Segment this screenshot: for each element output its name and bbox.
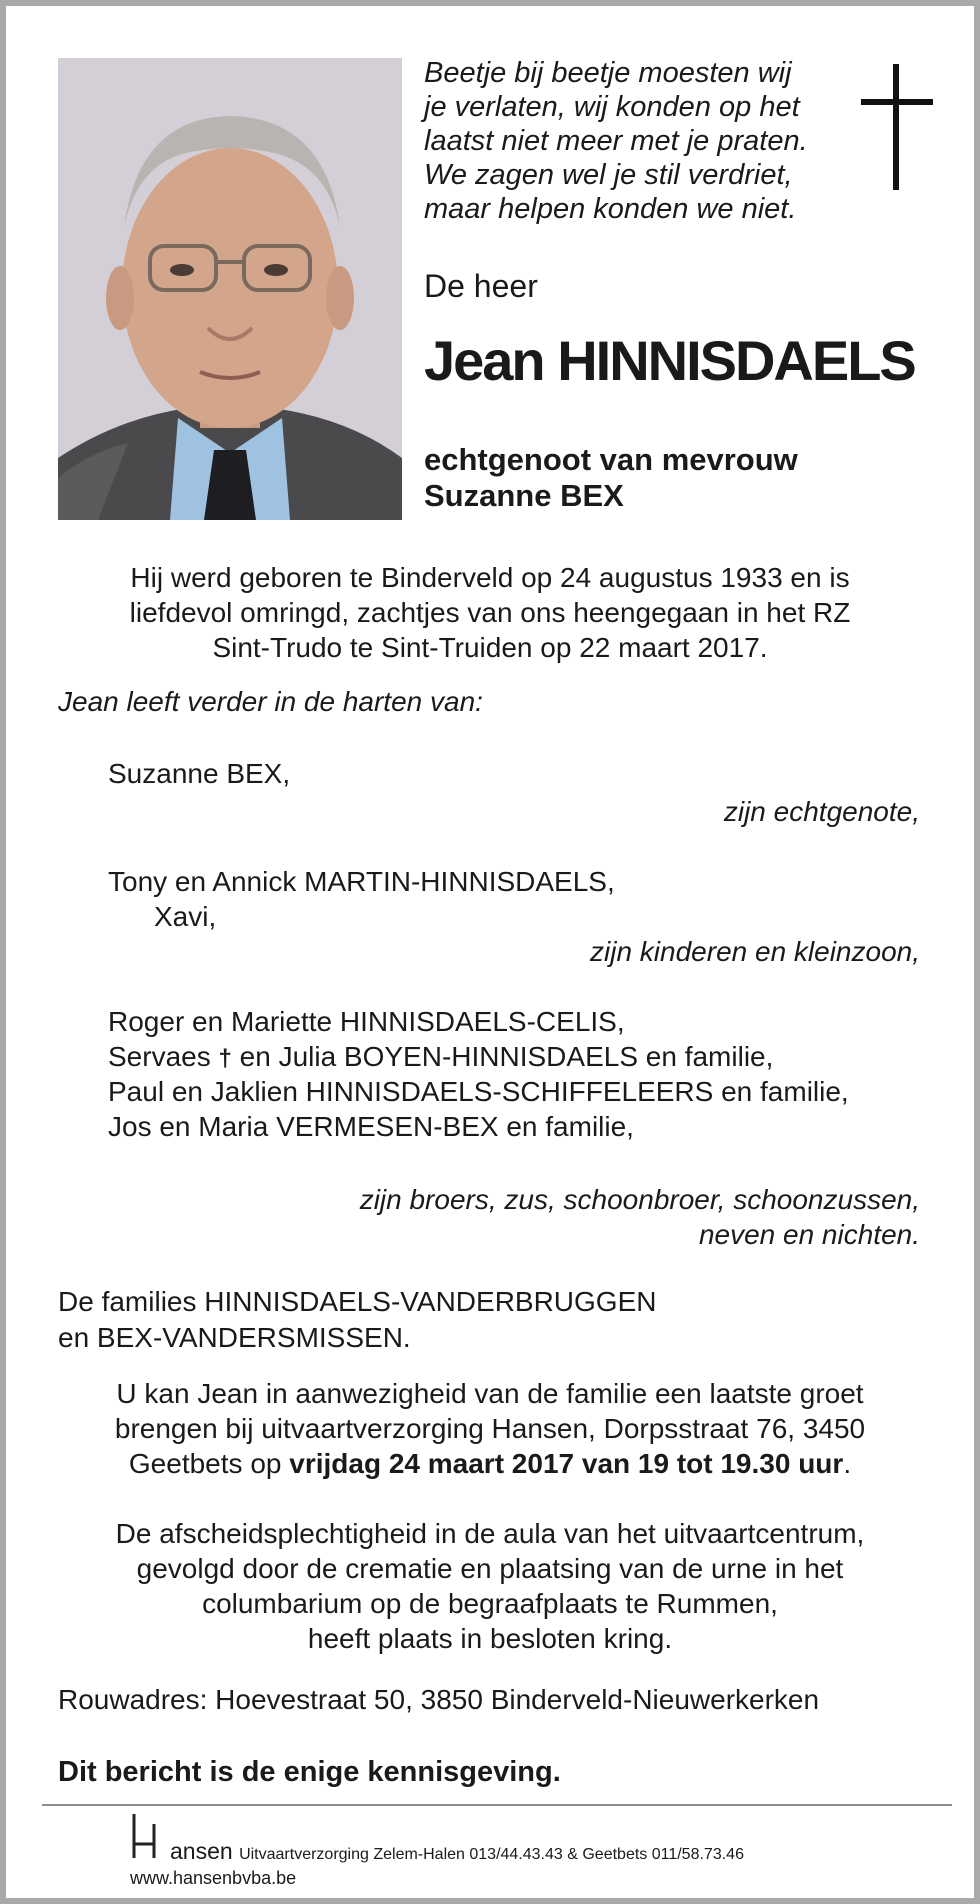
portrait-photo (58, 58, 402, 520)
website-link[interactable]: www.hansenbvba.be (130, 1868, 297, 1888)
undertaker-brand: ansen (170, 1838, 233, 1864)
family-relation: zijn echtgenote, (723, 796, 920, 827)
family-member: Jos en Maria VERMESEN-BEX en familie, (108, 1111, 634, 1142)
family-relation: zijn kinderen en kleinzoon, (590, 936, 920, 967)
undertaker-info (170, 1838, 744, 1865)
family-relation: zijn broers, zus, schoonbroer, schoonzussen, (359, 1184, 920, 1215)
sole-notice: Dit bericht is de enige kennisgeving. (58, 1756, 561, 1788)
footer-divider (42, 1804, 952, 1806)
family-member: Suzanne BEX, (108, 758, 291, 789)
family-member: Roger en Mariette HINNISDAELS-CELIS, (108, 1006, 625, 1037)
spouse-line: echtgenoot van mevrouw (424, 442, 798, 477)
deceased-cross-icon: † (218, 1045, 232, 1072)
ceremony-paragraph (46, 1516, 934, 1656)
birth-death-paragraph (46, 560, 934, 665)
poem-line: je verlaten, wij konden op het (424, 91, 800, 123)
member-name: en Julia BOYEN-HINNISDAELS en familie, (239, 1041, 774, 1072)
family-member: Xavi, (154, 901, 217, 932)
undertaker-services: Uitvaartverzorging Zelem-Halen 013/44.43.43 & Geetbets 011/58.73.46 (239, 1846, 744, 1863)
visitation-date: vrijdag 24 maart 2017 van 19 tot 19.30 uur (289, 1448, 844, 1479)
text-line: De families HINNISDAELS-VANDERBRUGGEN (58, 1286, 657, 1317)
family-member (108, 1039, 773, 1076)
poem-line: laatst niet meer met je praten. (424, 125, 808, 157)
poem-line: We zagen wel je stil verdriet, (424, 159, 793, 191)
text-line: columbarium op de begraafplaats te Rummen, (202, 1588, 778, 1619)
text-line (46, 1446, 934, 1481)
text-line: heeft plaats in besloten kring. (307, 1623, 673, 1654)
family-member: Tony en Annick MARTIN-HINNISDAELS, (108, 866, 615, 897)
family-member: Paul en Jaklien HINNISDAELS-SCHIFFELEERS en familie, (108, 1076, 849, 1107)
member-name: Servaes (108, 1041, 211, 1072)
salutation: De heer (424, 268, 538, 304)
mourning-address: Rouwadres: Hoevestraat 50, 3850 Binderveld-Nieuwerkerken (58, 1684, 820, 1715)
poem (424, 56, 864, 226)
family-relation: neven en nichten. (698, 1219, 920, 1250)
text-line: liefdevol omringd, zachtjes van ons heengegaan in het RZ (129, 597, 851, 628)
text-line: brengen bij uitvaartverzorging Hansen, Dorpsstraat 76, 3450 (114, 1413, 866, 1444)
hansen-logo-icon (126, 1814, 166, 1858)
text-line: en BEX-VANDERSMISSEN. (58, 1322, 411, 1353)
portrait-illustration (58, 58, 402, 520)
obituary-card (6, 6, 974, 1898)
text-line: De afscheidsplechtigheid in de aula van het uitvaartcentrum, (115, 1518, 865, 1549)
text-line: U kan Jean in aanwezigheid van de familie een laatste groet (116, 1378, 864, 1409)
cross-icon (861, 64, 933, 194)
spouse-info (424, 442, 798, 514)
lives-on-heading: Jean leeft verder in de harten van: (58, 686, 483, 717)
text-line: Hij werd geboren te Binderveld op 24 augustus 1933 en is (130, 562, 850, 593)
poem-line: Beetje bij beetje moesten wij (424, 57, 792, 89)
poem-line: maar helpen konden we niet. (424, 193, 797, 225)
visitation-paragraph (46, 1376, 934, 1481)
deceased-name: Jean HINNISDAELS (424, 329, 915, 392)
text-segment: . (843, 1448, 852, 1479)
text-segment: Geetbets op (128, 1448, 290, 1479)
families-block (58, 1284, 657, 1356)
text-line: Sint-Trudo te Sint-Truiden op 22 maart 2017. (212, 632, 768, 663)
spouse-line: Suzanne BEX (424, 478, 624, 513)
text-line: gevolgd door de crematie en plaatsing van de urne in het (136, 1553, 844, 1584)
